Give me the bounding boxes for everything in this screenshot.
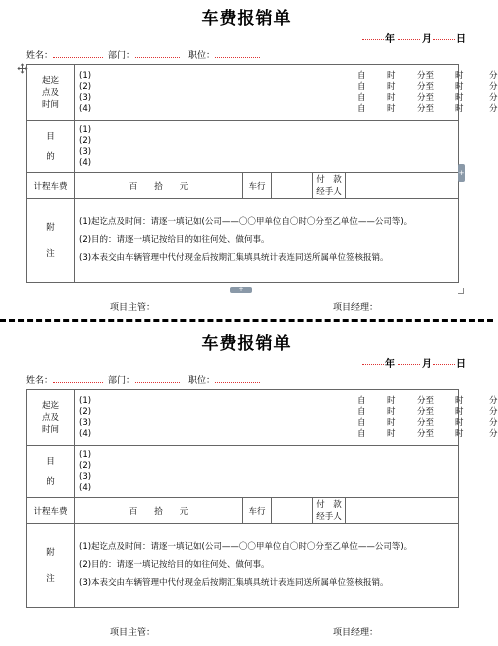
supervisor-label: 项目主管：: [110, 303, 156, 313]
route-entries[interactable]: (1) 自 时 分至 时 分 (2) 自 时 分至 时 分 (3) 自 时 分至 时 分 (4) 自 时 分至 时 分: [75, 65, 459, 121]
fare-label: 计程车费: [27, 498, 75, 524]
company-value[interactable]: [272, 498, 313, 524]
date-day: 日: [456, 359, 466, 370]
dept-label: 部门：: [108, 51, 136, 61]
date-year: 年: [385, 359, 395, 370]
payee-label: 付 款 经手人: [313, 173, 346, 199]
form-title: 车费报销单: [201, 9, 292, 29]
route-label: 起迄 点及 时间: [27, 65, 75, 121]
name-field: [26, 48, 103, 61]
expense-form-1: [0, 0, 498, 318]
name-label: 姓名：: [26, 376, 54, 386]
payee-value[interactable]: [346, 173, 459, 199]
company-label: 车行: [243, 173, 272, 199]
form-title: 车费报销单: [201, 334, 292, 354]
company-value[interactable]: [272, 173, 313, 199]
notes-label: 附 注: [27, 199, 75, 283]
date-month: 月: [422, 359, 432, 370]
company-label: 车行: [243, 498, 272, 524]
route-label: 起迄 点及 时间: [27, 390, 75, 446]
dept-field: [108, 48, 180, 61]
table-resize-handle[interactable]: +: [458, 164, 465, 182]
manager-label: 项目经理：: [333, 303, 379, 313]
name-field: [26, 373, 103, 386]
add-row-handle[interactable]: +: [230, 287, 252, 293]
dept-label: 部门：: [108, 376, 136, 386]
page-break: [0, 319, 493, 322]
purpose-label: 目 的: [27, 121, 75, 173]
date-day: 日: [456, 34, 466, 45]
resize-corner-icon[interactable]: [458, 288, 464, 294]
supervisor-label: 项目主管：: [110, 628, 156, 638]
dept-field: [108, 373, 180, 386]
position-label: 职位：: [188, 51, 216, 61]
fare-amount[interactable]: 百 拾 元: [75, 498, 243, 524]
notes-label: 附 注: [27, 524, 75, 608]
purpose-entries[interactable]: (1) (2) (3) (4): [75, 446, 459, 498]
payee-label: 付 款 经手人: [313, 498, 346, 524]
name-label: 姓名：: [26, 51, 54, 61]
payee-value[interactable]: [346, 498, 459, 524]
notes-content: (1)起讫点及时间：请逐一填记如(公司——〇〇甲单位自〇时〇分至乙单位——公司等)。 (2)目的：请逐一填记按给目的如往何处、做何事。 (3)本表交由车辆管理中代付现金后按期汇集填具统计表连同送所属单位签核报销。: [75, 524, 459, 608]
purpose-label: 目 的: [27, 446, 75, 498]
expense-table: [26, 64, 498, 283]
position-label: 职位：: [188, 376, 216, 386]
position-field: [188, 373, 260, 386]
date-year: 年: [385, 34, 395, 45]
fare-amount[interactable]: 百 拾 元: [75, 173, 243, 199]
route-entries[interactable]: (1) 自 时 分至 时 分 (2) 自 时 分至 时 分 (3) 自 时 分至 时 分 (4) 自 时 分至 时 分: [75, 390, 459, 446]
expense-table: [26, 389, 498, 608]
position-field: [188, 48, 260, 61]
purpose-entries[interactable]: (1) (2) (3) (4): [75, 121, 459, 173]
date-month: 月: [422, 34, 432, 45]
fare-label: 计程车费: [27, 173, 75, 199]
notes-content: (1)起讫点及时间：请逐一填记如(公司——〇〇甲单位自〇时〇分至乙单位——公司等)。 (2)目的：请逐一填记按给目的如往何处、做何事。 (3)本表交由车辆管理中代付现金后按期汇集填具统计表连同送所属单位签核报销。: [75, 199, 459, 283]
manager-label: 项目经理：: [333, 628, 379, 638]
expense-form-2: [0, 325, 498, 643]
